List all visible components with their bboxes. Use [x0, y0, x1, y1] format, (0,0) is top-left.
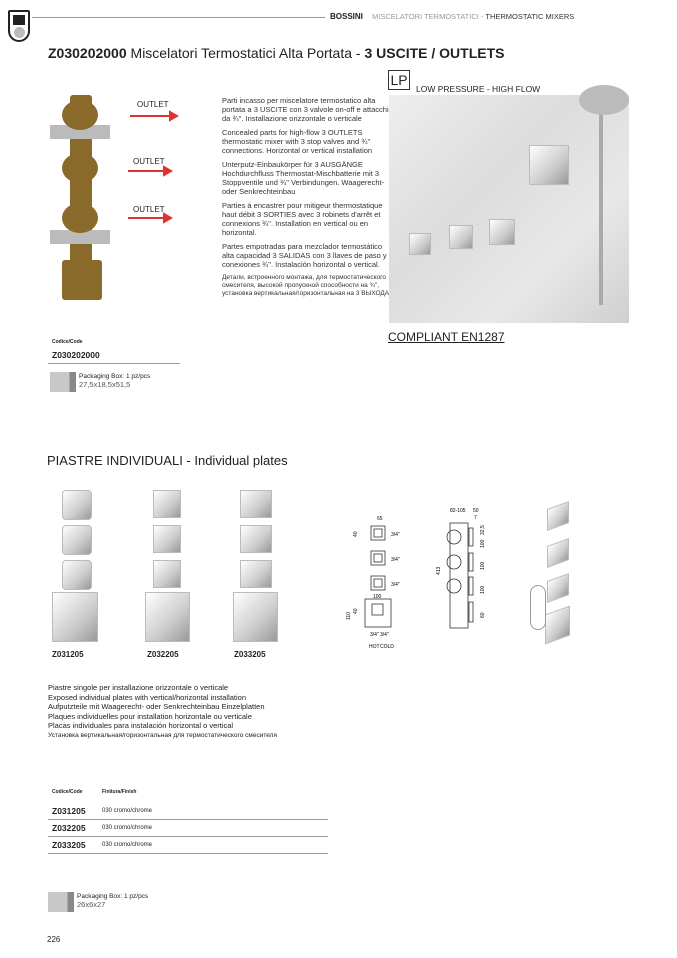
packaging-info: Packaging Box: 1 pz/pcs 26x6x27 — [77, 893, 149, 909]
bossini-logo — [8, 10, 30, 42]
conn-label: 3/4" — [380, 632, 389, 638]
conn-label: 3/4" — [370, 632, 379, 638]
packaging-info: Packaging Box: 1 pz/pcs 27,5x18,5x51,5 — [79, 373, 151, 389]
dim-label: 110 — [346, 612, 352, 620]
conn-label: 3/4" — [391, 557, 400, 563]
dim-label: 82-105 — [450, 508, 466, 514]
column-header: Codice/Code — [52, 789, 83, 795]
installed-mixer-photo — [389, 95, 629, 323]
header-rule — [32, 17, 325, 18]
lp-badge: LP — [388, 70, 410, 90]
plate-code: Z033205 — [234, 650, 266, 659]
dim-label: 100 — [480, 561, 486, 570]
plates-description: Piastre singole per installazione orizzontale o verticale Exposed individual plates with vertical/horizontal installation Aufputzteile mit Waagerecht- oder Senkrechteinbau Einzelplatten Plaques individuelles pour installation horizontale ou verticale Placas individuales para instalación horizontal o vertical Установка вертикальная/горизонтальная для термостатического смесителя — [48, 683, 277, 739]
table-row: Z032205 030 cromo/chrome — [48, 820, 328, 837]
dim-label: 50 — [473, 508, 479, 514]
conn-label: 3/4" — [391, 532, 400, 538]
code-label: Codice/Code — [52, 339, 83, 345]
product-code: Z030202000 — [52, 350, 100, 360]
compliance-label: COMPLIANT EN1287 — [388, 330, 505, 344]
column-header: Finitura/Finish — [102, 789, 137, 795]
conn-label: 3/4" — [391, 582, 400, 588]
dim-label: 413 — [436, 566, 442, 575]
dim-label: 100 — [480, 539, 486, 548]
hot-label: HOT — [369, 644, 380, 650]
table-row: Z033205 030 cromo/chrome — [48, 837, 328, 854]
outlet-label: OUTLET — [133, 157, 165, 166]
product-description: Parti incasso per miscelatore termostatico alta portata a 3 USCITE con 3 valvole on-off e attacchi da ¾". Installazione orizzontale o verticale Concealed parts for high-flow 3 OUTLETS thermostatic mixer with 3 stop valves and ¾" connections. Horizontal or vertical installation Unterputz-Einbaukörper für 3 AUSGÄNGE Hochdurchfluss Thermostat-Mischbatterie mit 3 Stoppventile und ¾" Verbindungen. Waagerecht- oder Senkrechteinbau Parties à encastrer pour mitigeur thermostatique haut débit 3 SORTIES avec 3 robinets d'arrêt et connexions ¾". Installation en vertical ou en horizontal. Partes empotradas para mezclador termostático alta capacidad 3 SALIDAS con 3 llaves de paso y conexiones ¾". Instalación horizontal o vertical. Детали, встроенного монтажа, для термостатического смесителя, высокой пропускной способности на ¾", установка вертикальная/горизонтальная на 3 ВЫХОДА — [222, 96, 390, 297]
page-number: 226 — [47, 935, 61, 944]
technical-drawing — [340, 490, 520, 660]
plate-code: Z032205 — [147, 650, 179, 659]
outlet-arrows — [120, 110, 180, 230]
page-title: Z030202000 Miscelatori Termostatici Alta Portata - 3 USCITE / OUTLETS — [48, 45, 505, 61]
table-row: Z031205 030 cromo/chrome — [48, 803, 328, 820]
dim-label: 65 — [377, 516, 383, 522]
dim-label: 32,5 — [480, 525, 486, 535]
outlet-label: OUTLET — [133, 205, 165, 214]
plate-code: Z031205 — [52, 650, 84, 659]
dim-label: 100 — [373, 594, 382, 600]
plates-code-table — [48, 787, 328, 854]
exploded-view-image — [525, 505, 605, 645]
cold-label: COLD — [380, 644, 394, 650]
dim-label: 100 — [480, 585, 486, 594]
dim-label: 40 — [353, 531, 359, 537]
packaging-box-icon — [48, 892, 74, 912]
dim-label: 40 — [353, 608, 359, 614]
dim-label: 7 — [474, 515, 477, 521]
brand-name: BOSSINI — [330, 12, 363, 21]
lp-text: LOW PRESSURE - HIGH FLOW — [416, 84, 541, 94]
packaging-box-icon — [50, 372, 76, 392]
section-heading: PIASTRE INDIVIDUALI - Individual plates — [47, 453, 288, 468]
outlet-label: OUTLET — [137, 100, 169, 109]
section-title: MISCELATORI TERMOSTATICI - THERMOSTATIC MIXERS — [372, 12, 575, 21]
dim-label: 60 — [480, 612, 486, 618]
